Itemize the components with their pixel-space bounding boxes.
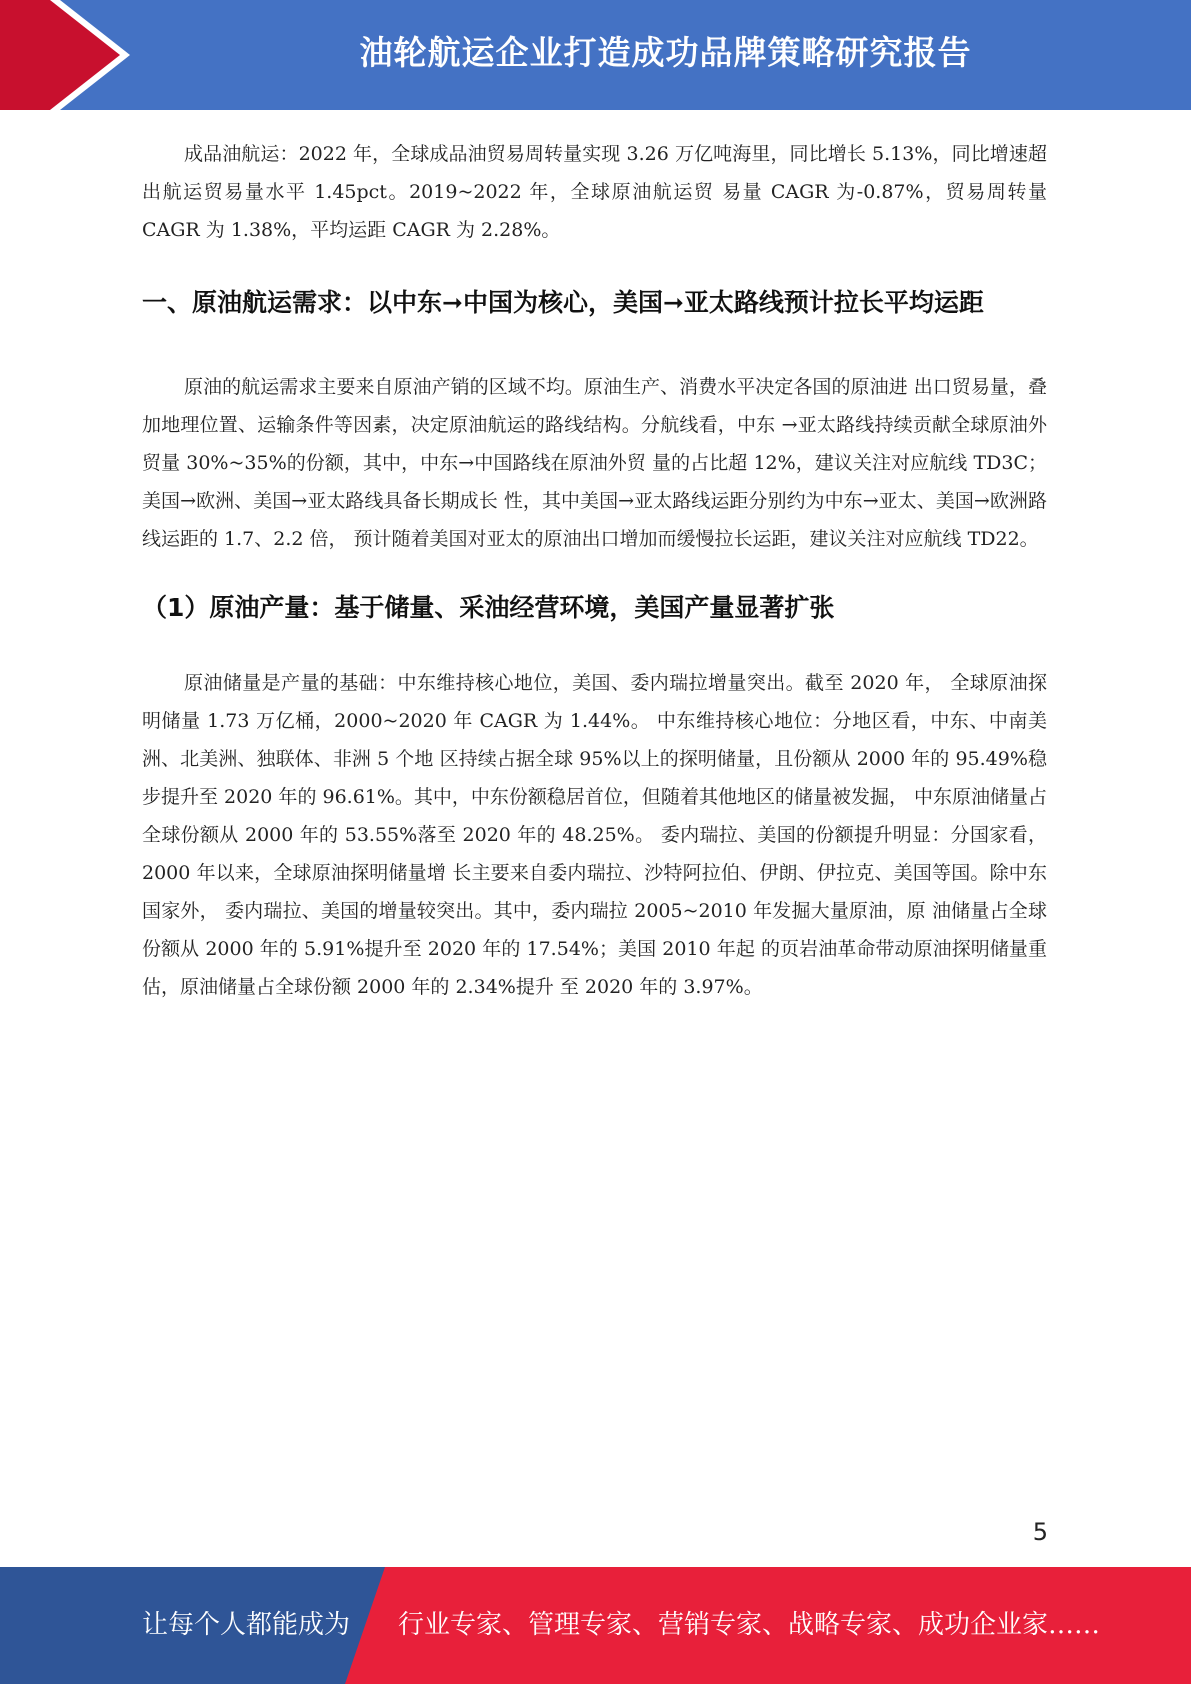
page-footer <box>0 1567 1191 1684</box>
subsection-heading-crude-production: （1）原油产量：基于储量、采油经营环境，美国产量显著扩张 <box>142 593 835 622</box>
page-header <box>0 0 1191 110</box>
section-heading-crude-demand: 一、原油航运需求：以中东➞中国为核心，美国➞亚太路线预计拉长平均运距 <box>142 288 984 317</box>
footer-slogan-right: 行业专家、管理专家、营销专家、战略专家、成功企业家…… <box>398 1610 1101 1640</box>
header-red-arrow <box>0 0 120 110</box>
paragraph-refined-oil-shipping: 成品油航运：2022 年，全球成品油贸易周转量实现 3.26 万亿吨海里，同比增长 5.13%，同比增速超出航运贸易量水平 1.45pct。2019~2022 年，全球原油航运贸 易量 CAGR 为-0.87%，贸易周转量 CAGR 为 1.38%，平均运距 CAGR 为 2.28%。 <box>142 143 1047 241</box>
paragraph-crude-demand: 原油的航运需求主要来自原油产销的区域不均。原油生产、消费水平决定各国的原油进 出口贸易量，叠加地理位置、运输条件等因素，决定原油航运的路线结构。分航线看，中东 →亚太路线持续贡献全球原油外贸量 30%~35%的份额，其中，中东→中国路线在原油外贸 量的占比超 12%，建议关注对应航线 TD3C；美国→欧洲、美国→亚太路线具备长期成长 性，其中美国→亚太路线运距分别约为中东→亚太、美国→欧洲路线运距的 1.7、2.2 倍， 预计随着美国对亚太的原油出口增加而缓慢拉长运距，建议关注对应航线 TD22。 <box>142 376 1047 550</box>
document-body <box>142 135 1047 1006</box>
paragraph-crude-reserves: 原油储量是产量的基础：中东维持核心地位，美国、委内瑞拉增量突出。截至 2020 年， 全球原油探明储量 1.73 万亿桶，2000~2020 年 CAGR 为 1.44%。 中东维持核心地位：分地区看，中东、中南美洲、北美洲、独联体、非洲 5 个地 区持续占据全球 95%以上的探明储量，且份额从 2000 年的 95.49%稳步提升至 2020 年的 96.61%。其中，中东份额稳居首位，但随着其他地区的储量被发掘， 中东原油储量占全球份额从 2000 年的 53.55%落至 2020 年的 48.25%。 委内瑞拉、美国的份额提升明显：分国家看，2000 年以来，全球原油探明储量增 长主要来自委内瑞拉、沙特阿拉伯、伊朗、伊拉克、美国等国。除中东国家外， 委内瑞拉、美国的增量较突出。其中，委内瑞拉 2005~2010 年发掘大量原油，原 油储量占全球份额从 2000 年的 5.91%提升至 2020 年的 17.54%；美国 2010 年起 的页岩油革命带动原油探明储量重估，原油储量占全球份额 2000 年的 2.34%提升 至 2020 年的 3.97%。 <box>142 672 1047 998</box>
header-chevron-decoration <box>0 0 160 110</box>
page-number: 5 <box>1032 1518 1048 1546</box>
footer-slogan-left: 让每个人都能成为 <box>142 1610 351 1640</box>
report-title: 油轮航运企业打造成功品牌策略研究报告 <box>359 33 972 72</box>
